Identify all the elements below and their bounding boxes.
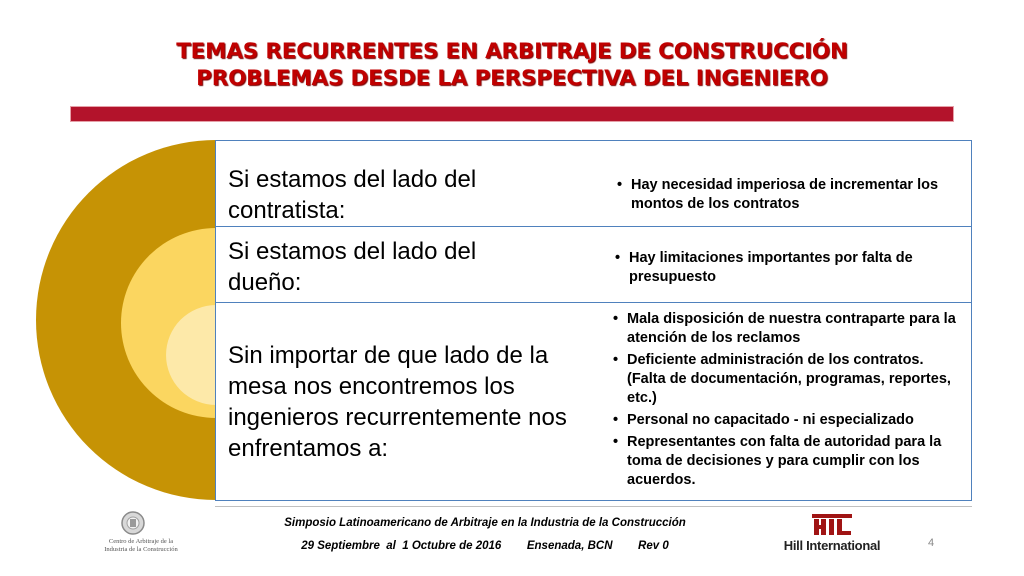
hill-international-logo-text: Hill International: [783, 538, 881, 553]
page-number: 4: [928, 537, 935, 549]
section-general-lead: Sin importar de que lado de la mesa nos encontremos los ingenieros recurrentemente nos enfrentamos a:: [228, 342, 567, 462]
bullet-item: • Hay limitaciones importantes por falta de presupuesto: [615, 249, 960, 287]
slide-title-line-2: PROBLEMAS DESDE LA PERSPECTIVA DEL INGENIERO: [196, 66, 828, 91]
section-general-bullets: [613, 310, 958, 493]
footer-divider: [215, 506, 972, 507]
bullet-item: • Personal no capacitado - ni especializado: [613, 411, 958, 430]
arbitration-center-logo-text: [96, 538, 186, 554]
bullet-item: • Hay necesidad imperiosa de incrementar los montos de los contratos: [617, 176, 952, 214]
logo-left-line-1: Centro de Arbitraje de la: [108, 538, 174, 545]
section-dueno-bullets: [615, 249, 960, 290]
bullet-item: • Deficiente administración de los contratos. (Falta de documentación, programas, reportes, etc.): [613, 351, 958, 408]
section-contratista-bullets: [617, 176, 952, 217]
hill-international-logo-mark: [812, 514, 852, 536]
bullet-item: • Mala disposición de nuestra contraparte para la atención de los reclamos: [613, 310, 958, 348]
section-contratista-lead: Si estamos del lado del contratista:: [228, 166, 477, 224]
section-dueno-lead: Si estamos del lado del dueño:: [228, 238, 477, 296]
footer-event-details: 29 Septiembre al 1 Octubre de 2016 Ensenada, BCN Rev 0: [301, 540, 669, 552]
logo-left-line-2: Industria de la Construcción: [104, 546, 178, 553]
slide-title-line-1: TEMAS RECURRENTES EN ARBITRAJE DE CONSTRUCCIÓN: [176, 39, 848, 64]
footer-event-title: Simposio Latinoamericano de Arbitraje en la Industria de la Construcción: [284, 517, 686, 529]
bullet-item: • Representantes con falta de autoridad para la toma de decisiones y para cumplir con los acuerdos.: [613, 433, 958, 490]
